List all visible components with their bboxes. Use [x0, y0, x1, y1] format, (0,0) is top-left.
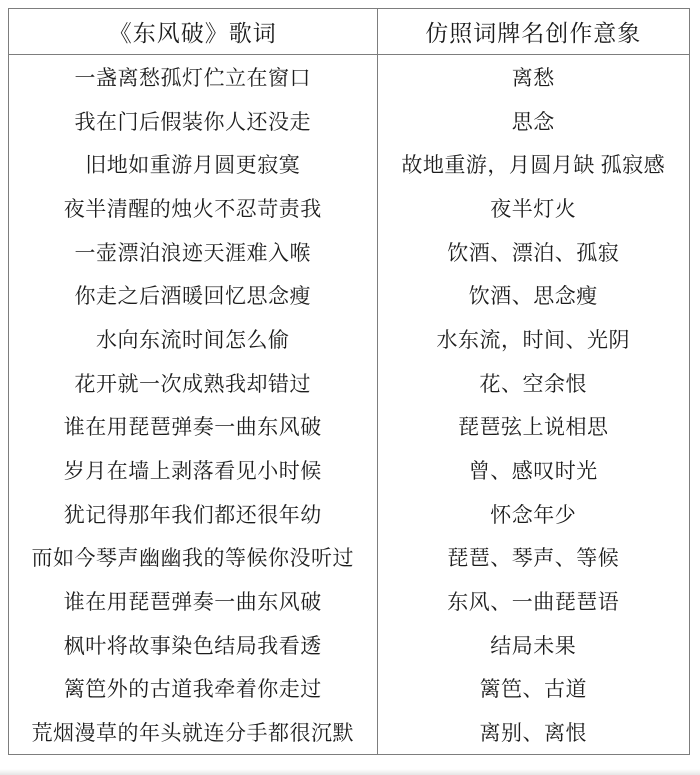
table-row [9, 492, 689, 536]
imagery-cell: 琵琶、琴声、等候 [447, 546, 620, 571]
lyric-cell: 水向东流时间怎么偷 [9, 317, 378, 361]
imagery-cell: 结局未果 [490, 633, 577, 658]
header-cell-lyrics: 《东风破》歌词 [9, 9, 378, 54]
lyric-cell: 我在门后假装你人还没走 [9, 99, 378, 143]
table-row [9, 317, 689, 361]
table-row [9, 273, 689, 317]
lyric-cell: 谁在用琵琶弹奏一曲东风破 [9, 405, 378, 449]
lyric-cell: 夜半清醒的烛火不忍苛责我 [9, 186, 378, 230]
imagery-cell: 东风、一曲琵琶语 [447, 590, 620, 615]
lyric-cell: 枫叶将故事染色结局我看透 [9, 623, 378, 667]
table-row [9, 99, 689, 143]
imagery-cell: 琵琶弦上说相思 [458, 415, 609, 440]
lyric-cell: 谁在用琵琶弹奏一曲东风破 [9, 579, 378, 623]
imagery-cell: 夜半灯火 [490, 196, 577, 221]
imagery-cell: 水东流，时间、光阴 [436, 327, 631, 352]
lyric-cell: 花开就一次成熟我却错过 [9, 361, 378, 405]
table-row [9, 710, 689, 754]
imagery-cell: 饮酒、漂泊、孤寂 [447, 240, 620, 265]
table-row [9, 579, 689, 623]
table-row [9, 230, 689, 274]
table-row [9, 405, 689, 449]
imagery-cell: 离愁 [511, 65, 555, 90]
lyric-cell: 篱笆外的古道我牵着你走过 [9, 667, 378, 711]
table-header-row [9, 9, 689, 55]
table-body [9, 55, 689, 754]
lyric-cell: 而如今琴声幽幽我的等候你没听过 [9, 536, 378, 580]
table-row [9, 55, 689, 99]
imagery-cell: 怀念年少 [490, 502, 577, 527]
lyric-cell: 犹记得那年我们都还很年幼 [9, 492, 378, 536]
header-cell-imagery: 仿照词牌名创作意象 [425, 21, 642, 46]
table-row [9, 361, 689, 405]
lyrics-table [8, 8, 690, 755]
lyric-cell: 你走之后酒暖回忆思念瘦 [9, 273, 378, 317]
lyric-cell: 一壶漂泊浪迹天涯难入喉 [9, 230, 378, 274]
imagery-cell: 篱笆、古道 [479, 677, 588, 702]
page-edge-shadow [0, 769, 700, 775]
lyric-cell: 岁月在墙上剥落看见小时候 [9, 448, 378, 492]
table-row [9, 142, 689, 186]
table-row [9, 536, 689, 580]
imagery-cell: 花、空余恨 [479, 371, 588, 396]
lyric-cell: 荒烟漫草的年头就连分手都很沉默 [9, 710, 378, 754]
table-row [9, 186, 689, 230]
table-row [9, 623, 689, 667]
lyric-cell: 旧地如重游月圆更寂寞 [9, 142, 378, 186]
table-row [9, 448, 689, 492]
imagery-cell: 饮酒、思念瘦 [468, 284, 598, 309]
imagery-cell: 思念 [511, 109, 555, 134]
imagery-cell: 离别、离恨 [479, 721, 588, 746]
table-row [9, 667, 689, 711]
imagery-cell: 曾、感叹时光 [468, 459, 598, 484]
lyric-cell: 一盏离愁孤灯伫立在窗口 [9, 55, 378, 99]
imagery-cell: 故地重游，月圆月缺 孤寂感 [401, 153, 666, 178]
